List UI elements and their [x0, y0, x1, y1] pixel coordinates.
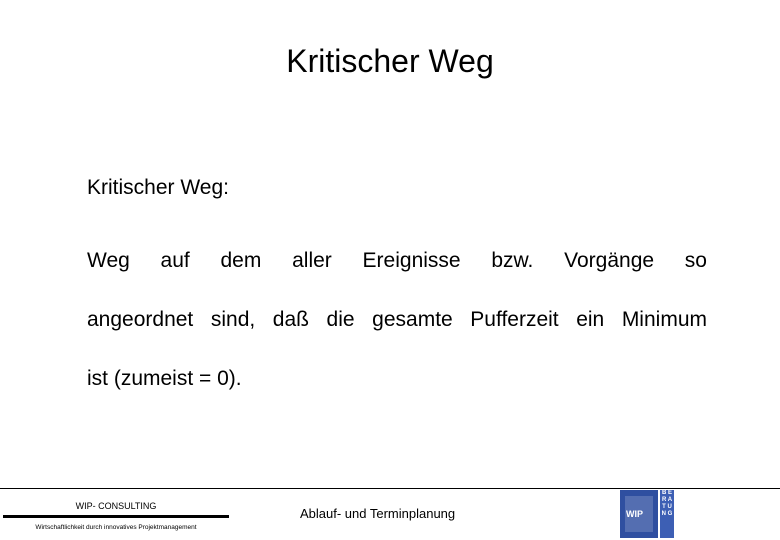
- definition-line-2: angeordnet sind, daß die gesamte Pufferzeit ein Minimum: [87, 308, 707, 331]
- definition-text: [87, 231, 707, 408]
- company-tagline: Wirtschaftlichkeit durch innovatives Projektmanagement: [35, 524, 197, 531]
- slide-body: [87, 173, 707, 408]
- company-underline: [3, 515, 229, 518]
- wip-logo: [620, 490, 674, 538]
- footer-company-block: [0, 500, 232, 532]
- footer-topic: Ablauf- und Terminplanung: [300, 506, 456, 521]
- footer-divider: [0, 488, 780, 489]
- wip-logo-box: [620, 490, 658, 538]
- definition-heading: Kritischer Weg:: [87, 176, 229, 199]
- company-name: WIP- CONSULTING: [75, 501, 157, 511]
- definition-line-3: ist (zumeist = 0).: [87, 367, 242, 390]
- definition-line-1: Weg auf dem aller Ereignisse bzw. Vorgänge so: [87, 249, 707, 272]
- wip-logo-strip: B E R A T U N G: [660, 490, 674, 538]
- slide-title: Kritischer Weg: [286, 43, 494, 79]
- wip-logo-text: WIP: [626, 509, 643, 519]
